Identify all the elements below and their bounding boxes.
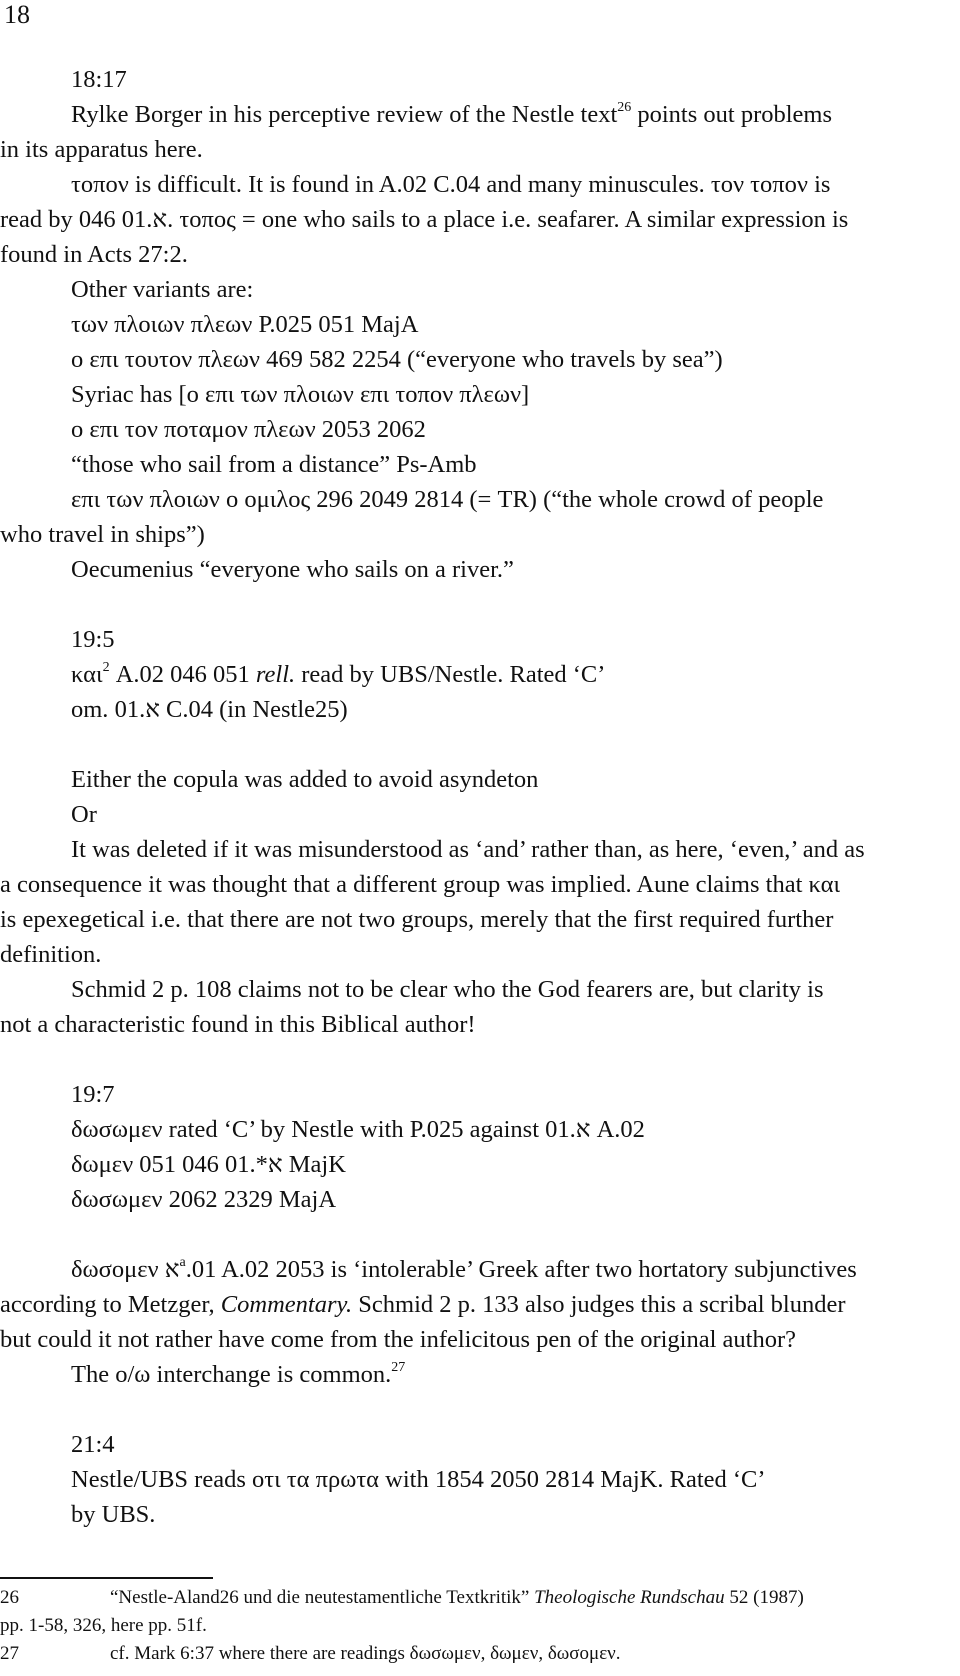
footnote-number: 27 bbox=[0, 1643, 19, 1664]
spacer bbox=[0, 587, 955, 622]
text-line: τοπον is difficult. It is found in A.02 C.04 and many minuscules. τον τοπον is bbox=[71, 171, 831, 198]
text-line: The o/ω interchange is common.$^{27}$ bbox=[71, 1359, 406, 1388]
page-number: 18 bbox=[4, 0, 30, 29]
text-line: is epexegetical i.e. that there are not two groups, merely that the first required further bbox=[0, 906, 834, 933]
variant-line: δωμεν א*.01 046 051 MajK bbox=[71, 1151, 346, 1178]
text-line: Schmid 2 p. 108 claims not to be clear who the God fearers are, but clarity is bbox=[71, 976, 824, 1003]
text-line: according to Metzger, Commentary. Schmid 2 p. 133 also judges this a scribal blunder bbox=[0, 1291, 846, 1318]
text-line: not a characteristic found in this Biblical author! bbox=[0, 1011, 476, 1038]
text-line: Other variants are: bbox=[71, 276, 254, 303]
text-line: in its apparatus here. bbox=[0, 136, 203, 163]
text-line: It was deleted if it was misunderstood as ‘and’ rather than, as here, ‘even,’ and as bbox=[71, 836, 865, 863]
variant-line: Oecumenius “everyone who sails on a river.” bbox=[71, 556, 514, 583]
variant-line: “those who sail from a distance” Ps-Amb bbox=[71, 451, 477, 478]
text-line: but could it not rather have come from the infelicitous pen of the original author? bbox=[0, 1326, 796, 1353]
spacer bbox=[0, 1042, 955, 1077]
section-heading: 19:5 bbox=[71, 626, 115, 653]
text-line: Nestle/UBS reads οτι τα πρωτα with 1854 2050 2814 MajK. Rated ‘C’ bbox=[71, 1466, 766, 1493]
text-line: Rylke Borger in his perceptive review of the Nestle text$^{26}$ points out problems bbox=[71, 99, 833, 128]
footnote-ref[interactable]: 26 bbox=[617, 99, 632, 115]
variant-line: και$^2$ A.02 046 051 rell. read by UBS/Nestle. Rated ‘C’ bbox=[71, 659, 606, 688]
variant-line: Syriac has [ο επι των πλοιων επι τοπον πλεων] bbox=[71, 381, 530, 408]
text-line: Or bbox=[71, 801, 97, 828]
section-heading: 19:7 bbox=[71, 1081, 115, 1108]
footnote-27: 27 cf. Mark 6:37 where there are readings δωσωμεν, δωμεν, δωσομεν. bbox=[0, 1640, 955, 1668]
variant-line: επι των πλοιων ο ομιλος 296 2049 2814 (= TR) (“the whole crowd of people bbox=[71, 486, 824, 513]
variant-line: δωσωμεν 2062 2329 MajA bbox=[71, 1186, 337, 1213]
section-heading: 18:17 bbox=[71, 66, 127, 93]
text-line: found in Acts 27:2. bbox=[0, 241, 188, 268]
variant-line: ο επι τουτον πλεων 469 582 2254 (“everyone who travels by sea”) bbox=[71, 346, 723, 373]
text-line: read by א.01 046. τοπος = one who sails to a place i.e. seafarer. A similar expression is bbox=[0, 206, 849, 233]
section-heading: 21:4 bbox=[71, 1431, 115, 1458]
footnote-divider bbox=[0, 1577, 213, 1579]
footnote-number: 26 bbox=[0, 1587, 19, 1608]
document-body bbox=[0, 62, 955, 1532]
text-line: δωσομεν א$^a$.01 A.02 2053 is ‘intolerable’ Greek after two hortatory subjunctives bbox=[71, 1254, 857, 1283]
text-line: Either the copula was added to avoid asyndeton bbox=[71, 766, 539, 793]
text-line: a consequence it was thought that a different group was implied. Aune claims that και bbox=[0, 871, 841, 898]
footnote-ref[interactable]: 27 bbox=[391, 1359, 406, 1375]
footnote-26: 26 “Nestle-Aland26 und die neutestamentliche Textkritik” Theologische Rundschau 52 (1987) pp. 1-58, 326, here pp. 51f. bbox=[0, 1584, 955, 1640]
variant-line: who travel in ships”) bbox=[0, 521, 205, 548]
spacer bbox=[0, 1392, 955, 1427]
variant-line: των πλοιων πλεων P.025 051 MajA bbox=[71, 311, 419, 338]
text-line: by UBS. bbox=[71, 1501, 156, 1528]
spacer bbox=[0, 1217, 955, 1252]
text-line: definition. bbox=[0, 941, 102, 968]
variant-line: δωσωμεν rated ‘C’ by Nestle with P.025 against א.01 A.02 bbox=[71, 1116, 645, 1143]
variant-line: om. א.01 C.04 (in Nestle25) bbox=[71, 696, 348, 723]
spacer bbox=[0, 727, 955, 762]
variant-line: ο επι τον ποταμον πλεων 2053 2062 bbox=[71, 416, 426, 443]
